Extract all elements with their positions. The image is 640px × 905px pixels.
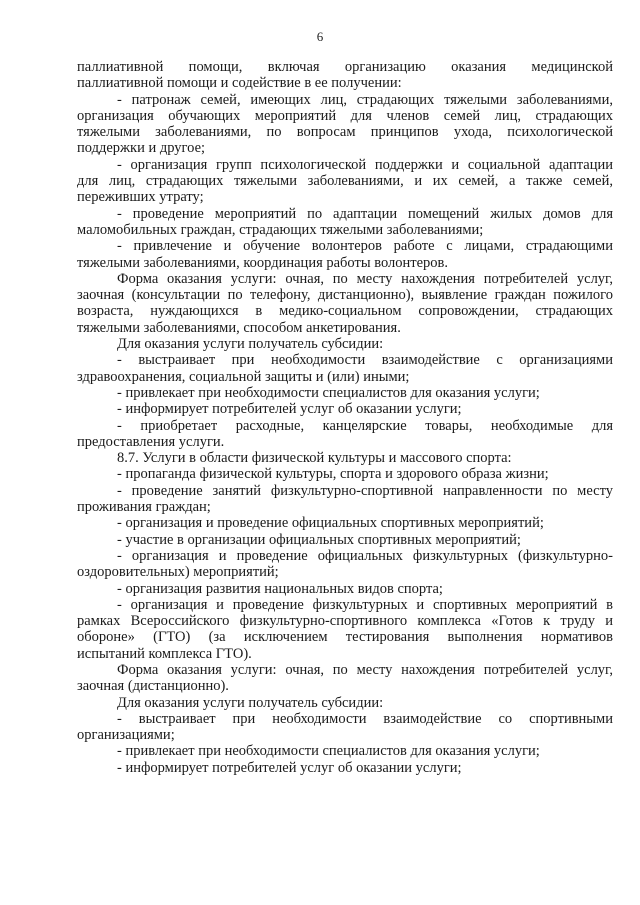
- text-line: Для оказания услуги получатель субсидии:: [117, 336, 384, 353]
- text-line: - организация и проведение физкультурных и спортивных мероприятий в: [117, 596, 613, 613]
- page-number: 6: [316, 29, 324, 44]
- text-line: - выстраивает при необходимости взаимодействие с организациями: [117, 352, 613, 369]
- text-line: тяжелыми заболеваниями, по вопросам принципов ухода, психологической: [77, 124, 613, 141]
- text-line: - информирует потребителей услуг об оказании услуги;: [117, 759, 462, 776]
- text-line: - организация групп психологической поддержки и социальной адаптации: [117, 156, 613, 173]
- text-line: паллиативной помощи и содействие в ее получении:: [77, 75, 402, 92]
- text-line: тяжелыми заболеваниями, координация работы волонтеров.: [77, 254, 448, 271]
- text-line: Для оказания услуги получатель субсидии:: [117, 694, 384, 711]
- text-line: - патронаж семей, имеющих лиц, страдающих тяжелыми заболеваниями,: [117, 91, 613, 108]
- text-line: заочная (дистанционно).: [77, 678, 229, 695]
- text-line: - выстраивает при необходимости взаимодействие со спортивными: [117, 710, 613, 727]
- text-line: обороне» (ГТО) (за исключением тестирования выполнения нормативов: [77, 629, 613, 646]
- text-line: - информирует потребителей услуг об оказании услуги;: [117, 401, 462, 418]
- text-line: маломобильных граждан, страдающих тяжелыми заболеваниями;: [77, 221, 484, 238]
- text-line: - организация и проведение официальных спортивных мероприятий;: [117, 515, 544, 532]
- text-line: предоставления услуги.: [77, 433, 225, 450]
- text-line: - приобретает расходные, канцелярские товары, необходимые для: [117, 417, 613, 434]
- text-line: здравоохранения, социальной защиты и (или) иными;: [77, 368, 410, 385]
- text-line: - участие в организации официальных спортивных мероприятий;: [117, 531, 521, 548]
- text-line: 8.7. Услуги в области физической культуры и массового спорта:: [117, 450, 512, 467]
- text-line: паллиативной помощи, включая организацию оказания медицинской: [77, 59, 613, 75]
- text-line: переживших утрату;: [77, 189, 204, 206]
- text-line: организация обучающих мероприятий для членов семей лиц, страдающих: [77, 107, 613, 124]
- text-line: - привлекает при необходимости специалистов для оказания услуги;: [117, 384, 540, 401]
- text-line: - привлечение и обучение волонтеров работе с лицами, страдающими: [117, 238, 613, 255]
- text-line: Форма оказания услуги: очная, по месту нахождения потребителей услуг,: [117, 661, 613, 678]
- text-line: заочная (консультации по телефону, дистанционно), выявление граждан пожилого: [77, 287, 613, 304]
- text-line: для лиц, страдающих тяжелыми заболеваниями, и их семей, а также семей,: [77, 173, 613, 190]
- text-line: рамках Всероссийского физкультурно-спортивного комплекса «Готов к труду и: [77, 613, 613, 630]
- text-line: - организация развития национальных видов спорта;: [117, 580, 443, 597]
- text-line: Форма оказания услуги: очная, по месту нахождения потребителей услуг,: [117, 270, 613, 287]
- text-line: - проведение занятий физкультурно-спортивной направленности по месту: [117, 482, 613, 499]
- text-line: оздоровительных) мероприятий;: [77, 564, 279, 581]
- text-line: - организация и проведение официальных физкультурных (физкультурно-: [117, 547, 613, 564]
- text-line: испытаний комплекса ГТО).: [77, 645, 252, 662]
- text-line: проживания граждан;: [77, 499, 211, 516]
- text-line: поддержки и другое;: [77, 140, 206, 157]
- text-line: - проведение мероприятий по адаптации помещений жилых домов для: [117, 205, 613, 222]
- text-line: - пропаганда физической культуры, спорта и здорового образа жизни;: [117, 466, 549, 483]
- text-line: - привлекает при необходимости специалистов для оказания услуги;: [117, 743, 540, 760]
- text-line: возраста, нуждающихся в медико-социальном сопровождении, страдающих: [77, 303, 613, 320]
- document-body: [77, 59, 613, 776]
- text-line: тяжелыми заболеваниями, способом анкетирования.: [77, 319, 401, 336]
- text-line: организациями;: [77, 727, 175, 744]
